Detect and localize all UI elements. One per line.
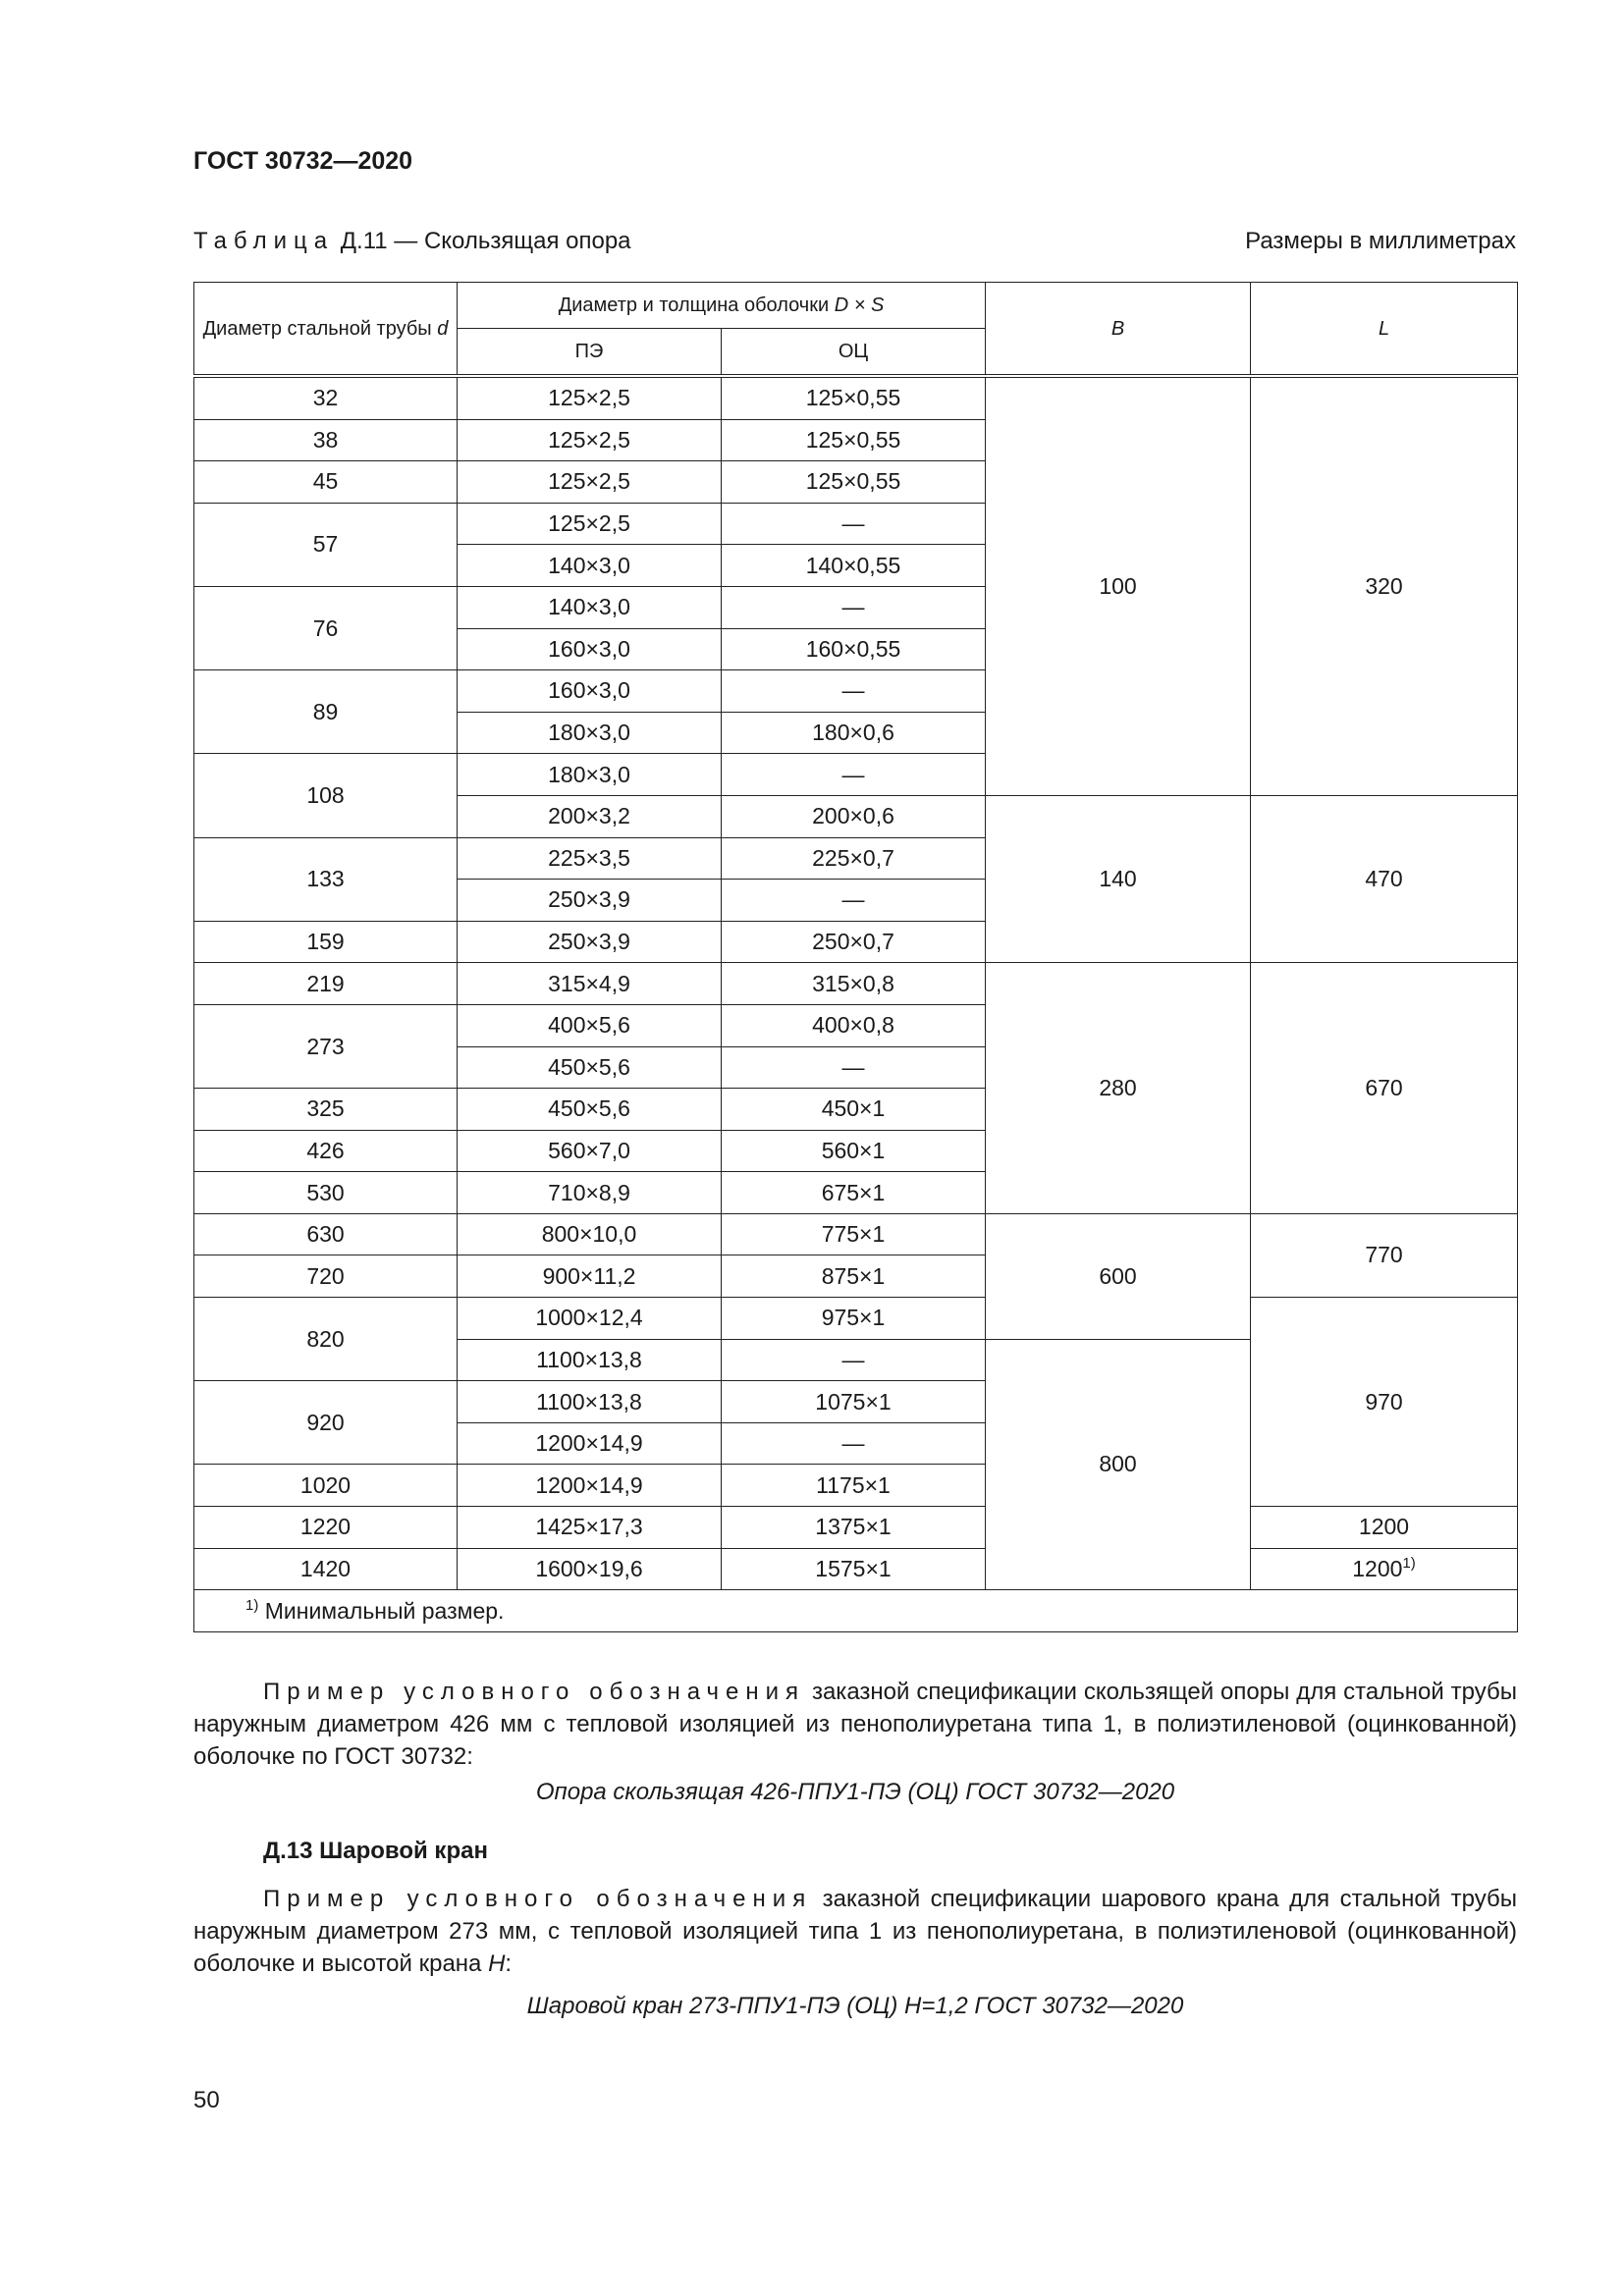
cell-pe: 140×3,0 <box>458 545 722 587</box>
example-paragraph-1 <box>193 1676 1517 1773</box>
cell-l: 1200 <box>1251 1507 1518 1549</box>
cell-pe: 1600×19,6 <box>458 1548 722 1590</box>
table-footnote <box>194 1590 1518 1632</box>
designation-2: Шаровой кран 273-ППУ1-ПЭ (ОЦ) H=1,2 ГОСТ 30732—2020 <box>526 1993 1184 2019</box>
cell-d: 630 <box>194 1213 458 1255</box>
head-pipe-diameter <box>194 283 458 377</box>
cell-l: 470 <box>1251 795 1518 962</box>
cell-pe: 315×4,9 <box>458 963 722 1005</box>
cell-d: 1020 <box>194 1465 458 1507</box>
head-shell-symbol: D × S <box>834 294 885 316</box>
cell-pe: 250×3,9 <box>458 880 722 922</box>
cell-oc: 250×0,7 <box>722 921 986 963</box>
footnote-ref: 1) <box>1402 1554 1416 1572</box>
table-row <box>194 1298 1518 1340</box>
cell-d: 133 <box>194 837 458 921</box>
table-row <box>194 1213 1518 1255</box>
table-units: Размеры в миллиметрах <box>1245 228 1516 254</box>
example-lead-1: Пример условного обозначения <box>263 1679 806 1705</box>
cell-oc: 315×0,8 <box>722 963 986 1005</box>
page-number: 50 <box>193 2087 220 2113</box>
table-row <box>194 1507 1518 1549</box>
cell-b: 280 <box>986 963 1251 1214</box>
head-l <box>1251 283 1518 377</box>
cell-pe: 140×3,0 <box>458 586 722 628</box>
cell-d: 108 <box>194 754 458 837</box>
cell-pe: 1200×14,9 <box>458 1422 722 1465</box>
cell-pe: 125×2,5 <box>458 503 722 545</box>
cell-pe: 560×7,0 <box>458 1130 722 1172</box>
head-l-label: L <box>1378 317 1390 340</box>
head-pipe-diameter-label: Диаметр стальной трубы <box>202 317 432 340</box>
cell-d: 1420 <box>194 1548 458 1590</box>
cell-pe: 450×5,6 <box>458 1046 722 1089</box>
cell-oc: 125×0,55 <box>722 461 986 504</box>
cell-d: 820 <box>194 1298 458 1381</box>
sliding-support-table <box>193 282 1518 1632</box>
cell-b: 800 <box>986 1339 1251 1590</box>
cell-oc: 875×1 <box>722 1255 986 1298</box>
cell-d: 720 <box>194 1255 458 1298</box>
cell-pe: 800×10,0 <box>458 1213 722 1255</box>
cell-oc: 675×1 <box>722 1172 986 1214</box>
cell-oc: 180×0,6 <box>722 712 986 754</box>
cell-d: 159 <box>194 921 458 963</box>
table-footnote-row <box>194 1590 1518 1632</box>
table-caption <box>193 228 631 255</box>
cell-d: 38 <box>194 419 458 461</box>
cell-oc: — <box>722 586 986 628</box>
cell-d: 45 <box>194 461 458 504</box>
cell-pe: 125×2,5 <box>458 461 722 504</box>
cell-d: 57 <box>194 503 458 586</box>
cell-oc: 140×0,55 <box>722 545 986 587</box>
document-header: ГОСТ 30732—2020 <box>193 147 413 175</box>
section-heading: Д.13 Шаровой кран <box>263 1838 488 1864</box>
cell-l-value: 1200 <box>1352 1555 1403 1581</box>
cell-pe: 225×3,5 <box>458 837 722 880</box>
head-shell-label: Диаметр и толщина оболочки <box>558 294 830 316</box>
cell-pe: 160×3,0 <box>458 628 722 670</box>
cell-oc: 160×0,55 <box>722 628 986 670</box>
head-b <box>986 283 1251 377</box>
example-text-2: заказной спецификации шарового крана для стальной трубы наружным диаметром 273 мм, с тепловой изоляцией типа 1 из пенополиуретана, в полиэтиленовой (оцинкованной) оболочке и высотой крана <box>193 1886 1517 1977</box>
cell-pe: 200×3,2 <box>458 795 722 837</box>
head-b-label: B <box>1110 317 1125 340</box>
cell-oc: 1575×1 <box>722 1548 986 1590</box>
cell-pe: 710×8,9 <box>458 1172 722 1214</box>
cell-oc: — <box>722 503 986 545</box>
cell-oc: 225×0,7 <box>722 837 986 880</box>
cell-l: 320 <box>1251 376 1518 795</box>
cell-pe: 180×3,0 <box>458 712 722 754</box>
cell-d: 76 <box>194 586 458 669</box>
cell-d: 426 <box>194 1130 458 1172</box>
example-text-1: заказной спецификации скользящей опоры для стальной трубы наружным диаметром 426 мм с тепловой изоляцией из пенополиуретана типа 1, в полиэтиленовой (оцинкованной) оболочке по ГОСТ 30732: <box>193 1679 1517 1770</box>
cell-oc: 450×1 <box>722 1089 986 1131</box>
cell-l: 770 <box>1251 1213 1518 1297</box>
cell-d: 273 <box>194 1004 458 1088</box>
cell-pe: 1000×12,4 <box>458 1298 722 1340</box>
cell-d: 89 <box>194 670 458 754</box>
cell-b: 100 <box>986 376 1251 795</box>
cell-oc: 400×0,8 <box>722 1004 986 1046</box>
cell-oc: — <box>722 1422 986 1465</box>
designation-1: Опора скользящая 426-ППУ1-ПЭ (ОЦ) ГОСТ 30732—2020 <box>535 1779 1175 1805</box>
head-oc: ОЦ <box>722 329 986 377</box>
cell-oc: 125×0,55 <box>722 419 986 461</box>
cell-oc: — <box>722 670 986 713</box>
cell-pe: 125×2,5 <box>458 376 722 419</box>
footnote-text: Минимальный размер. <box>258 1597 505 1624</box>
cell-pe: 450×5,6 <box>458 1089 722 1131</box>
cell-d: 920 <box>194 1381 458 1465</box>
cell-pe: 250×3,9 <box>458 921 722 963</box>
table-caption-text: Д.11 — Скользящая опора <box>334 228 631 254</box>
cell-pe: 160×3,0 <box>458 670 722 713</box>
cell-l <box>1251 1548 1518 1590</box>
cell-d: 530 <box>194 1172 458 1214</box>
cell-l: 970 <box>1251 1298 1518 1507</box>
cell-pe: 400×5,6 <box>458 1004 722 1046</box>
cell-oc: — <box>722 1339 986 1381</box>
cell-b: 140 <box>986 795 1251 962</box>
cell-pe: 1425×17,3 <box>458 1507 722 1549</box>
cell-oc: 1075×1 <box>722 1381 986 1423</box>
cell-d: 1220 <box>194 1507 458 1549</box>
cell-l: 670 <box>1251 963 1518 1214</box>
cell-oc: 125×0,55 <box>722 376 986 419</box>
example-lead-2: Пример условного обозначения <box>263 1886 813 1912</box>
cell-oc: 200×0,6 <box>722 795 986 837</box>
cell-oc: 975×1 <box>722 1298 986 1340</box>
cell-oc: 1375×1 <box>722 1507 986 1549</box>
cell-oc: — <box>722 754 986 796</box>
cell-d: 219 <box>194 963 458 1005</box>
cell-pe: 1100×13,8 <box>458 1339 722 1381</box>
table-caption-prefix: Таблица <box>193 228 335 254</box>
cell-pe: 1100×13,8 <box>458 1381 722 1423</box>
example-paragraph-2 <box>193 1883 1517 1980</box>
cell-oc: 775×1 <box>722 1213 986 1255</box>
head-pipe-diameter-symbol: d <box>437 317 449 340</box>
head-shell <box>458 283 986 329</box>
cell-pe: 125×2,5 <box>458 419 722 461</box>
cell-d: 32 <box>194 376 458 419</box>
cell-pe: 180×3,0 <box>458 754 722 796</box>
cell-d: 325 <box>194 1089 458 1131</box>
cell-pe: 900×11,2 <box>458 1255 722 1298</box>
table-row <box>194 376 1518 419</box>
table-row <box>194 1548 1518 1590</box>
cell-oc: — <box>722 880 986 922</box>
table-row <box>194 963 1518 1005</box>
head-pe: ПЭ <box>458 329 722 377</box>
cell-oc: 560×1 <box>722 1130 986 1172</box>
cell-oc: 1175×1 <box>722 1465 986 1507</box>
example-text-2-end: : <box>505 1950 513 1977</box>
cell-b: 600 <box>986 1213 1251 1339</box>
footnote-mark: 1) <box>245 1596 259 1614</box>
cell-pe: 1200×14,9 <box>458 1465 722 1507</box>
example-text-2-symbol: H <box>488 1950 506 1977</box>
cell-oc: — <box>722 1046 986 1089</box>
